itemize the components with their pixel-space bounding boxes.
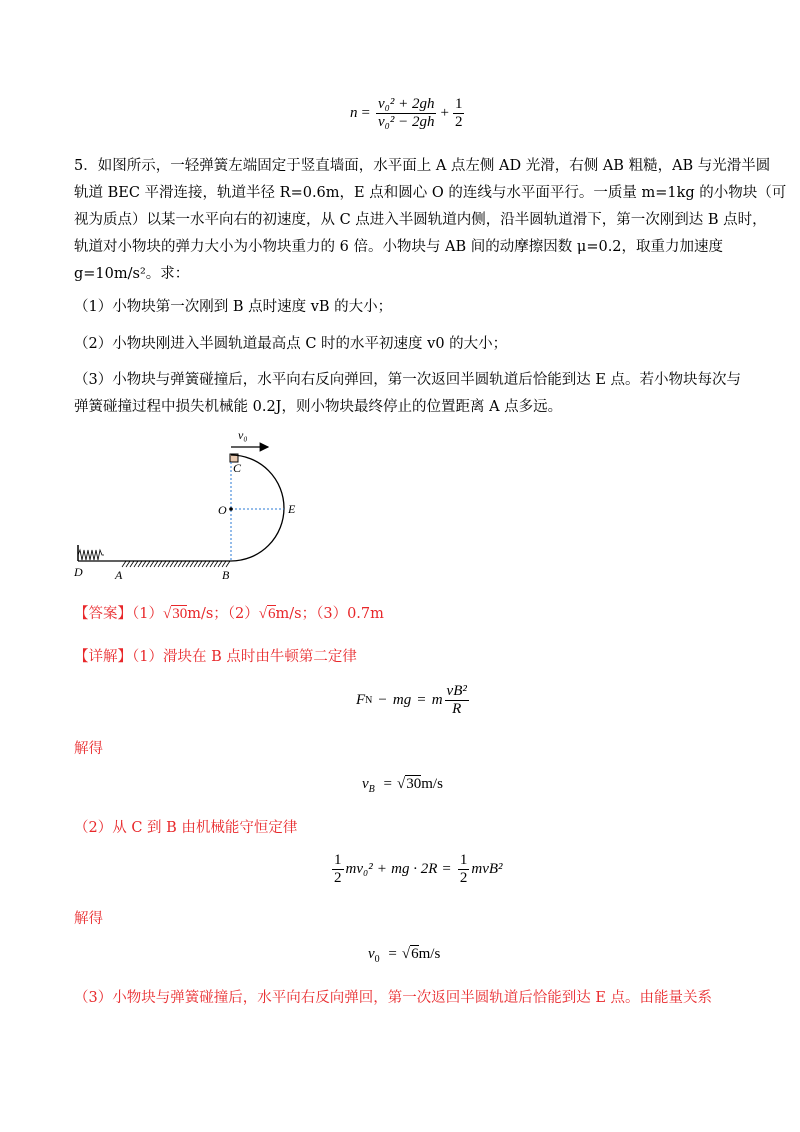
question-2: （2）小物块刚进入半圆轨道最高点 C 时的水平初速度 v0 的大小； — [74, 336, 508, 352]
equation-energy: $\frac{1}{2}$ mv₀² + mg · 2R = $\frac{1}{2}$ mvB² — [334, 852, 503, 886]
center-dot — [229, 507, 233, 511]
question-1: （1）小物块第一次刚到 B 点时速度 vB 的大小； — [74, 299, 393, 315]
label-B: B — [222, 568, 230, 582]
detail-step-3: （3）小物块与弹簧碰撞后，水平向右反向弹回，第一次返回半圆轨道后恰能到达 E 点。由能量关系 — [74, 990, 713, 1006]
label-O: O — [218, 503, 227, 517]
equation-vB: $v_B = √30m/s$ — [362, 776, 443, 795]
label-v0: v₀ — [238, 428, 248, 442]
question-3-line-1: （3）小物块与弹簧碰撞后，水平向右反向弹回，第一次返回半圆轨道后恰能到达 E 点。若小物块每次与 — [74, 372, 742, 388]
solve-label-1: 解得 — [74, 741, 103, 757]
label-D: D — [74, 565, 83, 579]
detail-step-1: 【详解】（1）滑块在 B 点时由牛顿第二定律 — [74, 649, 357, 665]
label-E: E — [288, 502, 296, 516]
answer-line: 【答案】（1）√30m/s；（2）√6m/s；（3）0.7m — [74, 606, 384, 622]
track-diagram — [70, 425, 310, 590]
spring — [78, 550, 104, 560]
detail-step-2: （2）从 C 到 B 由机械能守恒定律 — [74, 820, 298, 836]
problem-line-4: 轨道对小物块的弹力大小为小物块重力的 6 倍。小物块与 AB 间的动摩擦因数 μ=0.2，取重力加速度 — [74, 239, 724, 255]
label-C: C — [233, 461, 242, 475]
equation-newton: F N − mg = m $\frac{\text{vB²}}{R}$ — [356, 683, 467, 717]
equation-v0: $v_0 = √6m/s$ — [368, 946, 441, 965]
rough-section — [122, 561, 230, 567]
problem-line-5: g=10m/s²。求： — [74, 266, 190, 282]
label-A: A — [115, 568, 123, 582]
solve-label-2: 解得 — [74, 911, 103, 927]
problem-line-3: 视为质点）以某一水平向右的初速度，从 C 点进入半圆轨道内侧，沿半圆轨道滑下，第一次刚到达 B 点时， — [74, 212, 767, 228]
problem-line-2: 轨道 BEC 平滑连接，轨道半径 R=0.6m，E 点和圆心 O 的连线与水平面平行。一质量 m=1kg 的小物块（可 — [74, 185, 787, 201]
problem-line-1: 5．如图所示，一轻弹簧左端固定于竖直墙面，水平面上 A 点左侧 AD 光滑，右侧 AB 粗糙，AB 与光滑半圆 — [74, 158, 771, 174]
question-3-line-2: 弹簧碰撞过程中损失机械能 0.2J，则小物块最终停止的位置距离 A 点多远。 — [74, 399, 563, 415]
formula-n: n = $\frac{\text{v₀² + 2gh}}{\text{v₀² − 2gh}}$ + $\frac{1}{2}$ — [350, 96, 463, 130]
